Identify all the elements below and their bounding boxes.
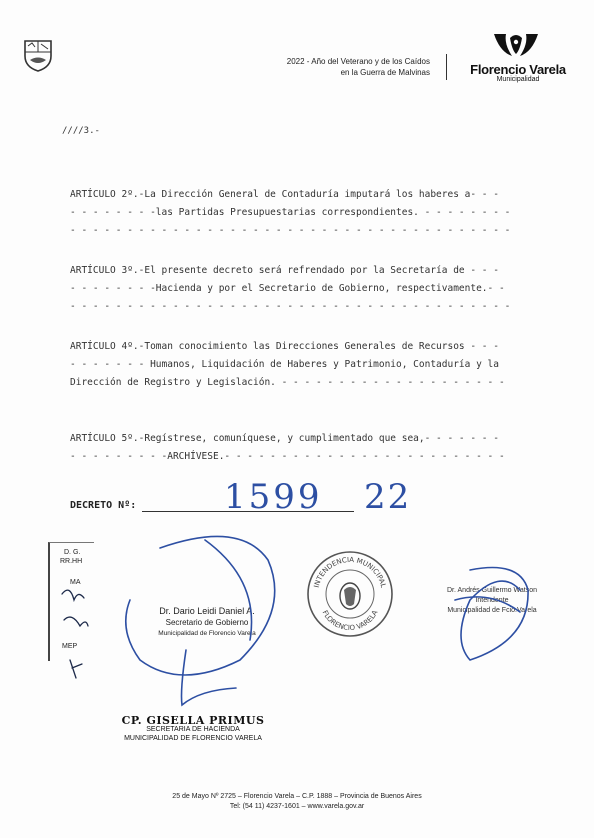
article-line: ARTÍCULO 5º.-Regístrese, comuníquese, y cumplimentado que sea,- - - - - - - [70, 433, 499, 444]
article-line: Dirección de Registro y Legislación. - - - - - - - - - - - - - - - - - - - - [70, 377, 505, 388]
article-4 [70, 338, 554, 392]
article-3 [70, 262, 554, 316]
routing-label-ma: MA [70, 579, 81, 586]
intendente-name: Dr. Andrés Guillermo Watson [447, 587, 537, 594]
intendente-title: Intendente [475, 597, 509, 604]
gobierno-org: Municipalidad de Florencio Varela [158, 630, 256, 637]
decree-label: DECRETO Nº: [70, 500, 137, 511]
brand-block [462, 62, 574, 83]
article-line: ARTÍCULO 4º.-Toman conocimiento las Direcciones Generales de Recursos - - - [70, 341, 499, 352]
routing-label-dg: D. G. [64, 549, 81, 556]
header-divider [446, 54, 447, 80]
seal-text-bottom: FLORENCIO VARELA [320, 609, 380, 633]
hacienda-org: MUNICIPALIDAD DE FLORENCIO VARELA [124, 735, 262, 742]
gobierno-title: Secretario de Gobierno [165, 618, 249, 627]
signature-hacienda [118, 716, 268, 743]
article-line: - - - - - - - - -ARCHÍVESE.- - - - - - - - - - - - - - - - - - - - - - - - - [70, 451, 505, 462]
article-line: - - - - - - - Humanos, Liquidación de Haberes y Patrimonio, Contaduría y la [70, 359, 499, 370]
routing-box [48, 542, 94, 661]
page-marker: ////3.- [62, 126, 100, 136]
hacienda-name: CP. GISELLA PRIMUS [121, 714, 265, 727]
brand-subtitle: Municipalidad [496, 76, 540, 83]
decree-year: 22 [364, 477, 412, 517]
brand-name: Florencio Varela [470, 62, 566, 77]
signature-gobierno [142, 606, 272, 639]
hacienda-title: SECRETARIA DE HACIENDA [146, 726, 240, 733]
motto-line-2: en la Guerra de Malvinas [340, 68, 430, 77]
florencio-varela-logo-icon [490, 30, 542, 58]
article-2 [70, 186, 554, 240]
initial-stroke-3 [70, 660, 82, 678]
seal-text-top: INTENDENCIA MUNICIPAL [312, 555, 388, 589]
footer [100, 792, 494, 812]
routing-label-rrhh: RR.HH [60, 558, 83, 565]
header-motto [230, 56, 430, 78]
article-line: ARTÍCULO 3º.-El presente decreto será refrendado por la Secretaría de - - - [70, 265, 499, 276]
footer-contact: Tel: (54 11) 4237-1601 – www.varela.gov.ar [229, 803, 365, 810]
intendente-org: Municipalidad de Fcio.Varela [447, 607, 537, 614]
article-line: ARTÍCULO 2º.-La Dirección General de Contaduría imputará los haberes a- - - [70, 189, 499, 200]
svg-text:FLORENCIO VARELA [321, 609, 380, 632]
municipal-crest-icon [22, 38, 54, 72]
decree-number: 1599 [224, 477, 323, 517]
gobierno-name: Dr. Dario Leidi Daniel A. [159, 606, 255, 616]
motto-line-1: 2022 - Año del Veterano y de los Caídos [286, 57, 430, 66]
municipal-seal [304, 548, 396, 640]
footer-address: 25 de Mayo Nº 2725 – Florencio Varela – C.P. 1888 – Provincia de Buenos Aires [172, 793, 422, 800]
article-line: - - - - - - - -Hacienda y por el Secretario de Gobierno, respectivamente.- - [70, 283, 505, 294]
article-line: - - - - - - - - - - - - - - - - - - - - - - - - - - - - - - - - - - - - - - - [70, 301, 511, 312]
routing-label-mep: MEP [62, 643, 78, 650]
article-line: - - - - - - - -las Partidas Presupuestarias correspondientes. - - - - - - - - [70, 207, 511, 218]
article-5 [70, 430, 554, 466]
signature-stroke-hacienda [182, 650, 237, 705]
signature-intendente [432, 586, 552, 616]
article-line: - - - - - - - - - - - - - - - - - - - - - - - - - - - - - - - - - - - - - - - [70, 225, 511, 236]
